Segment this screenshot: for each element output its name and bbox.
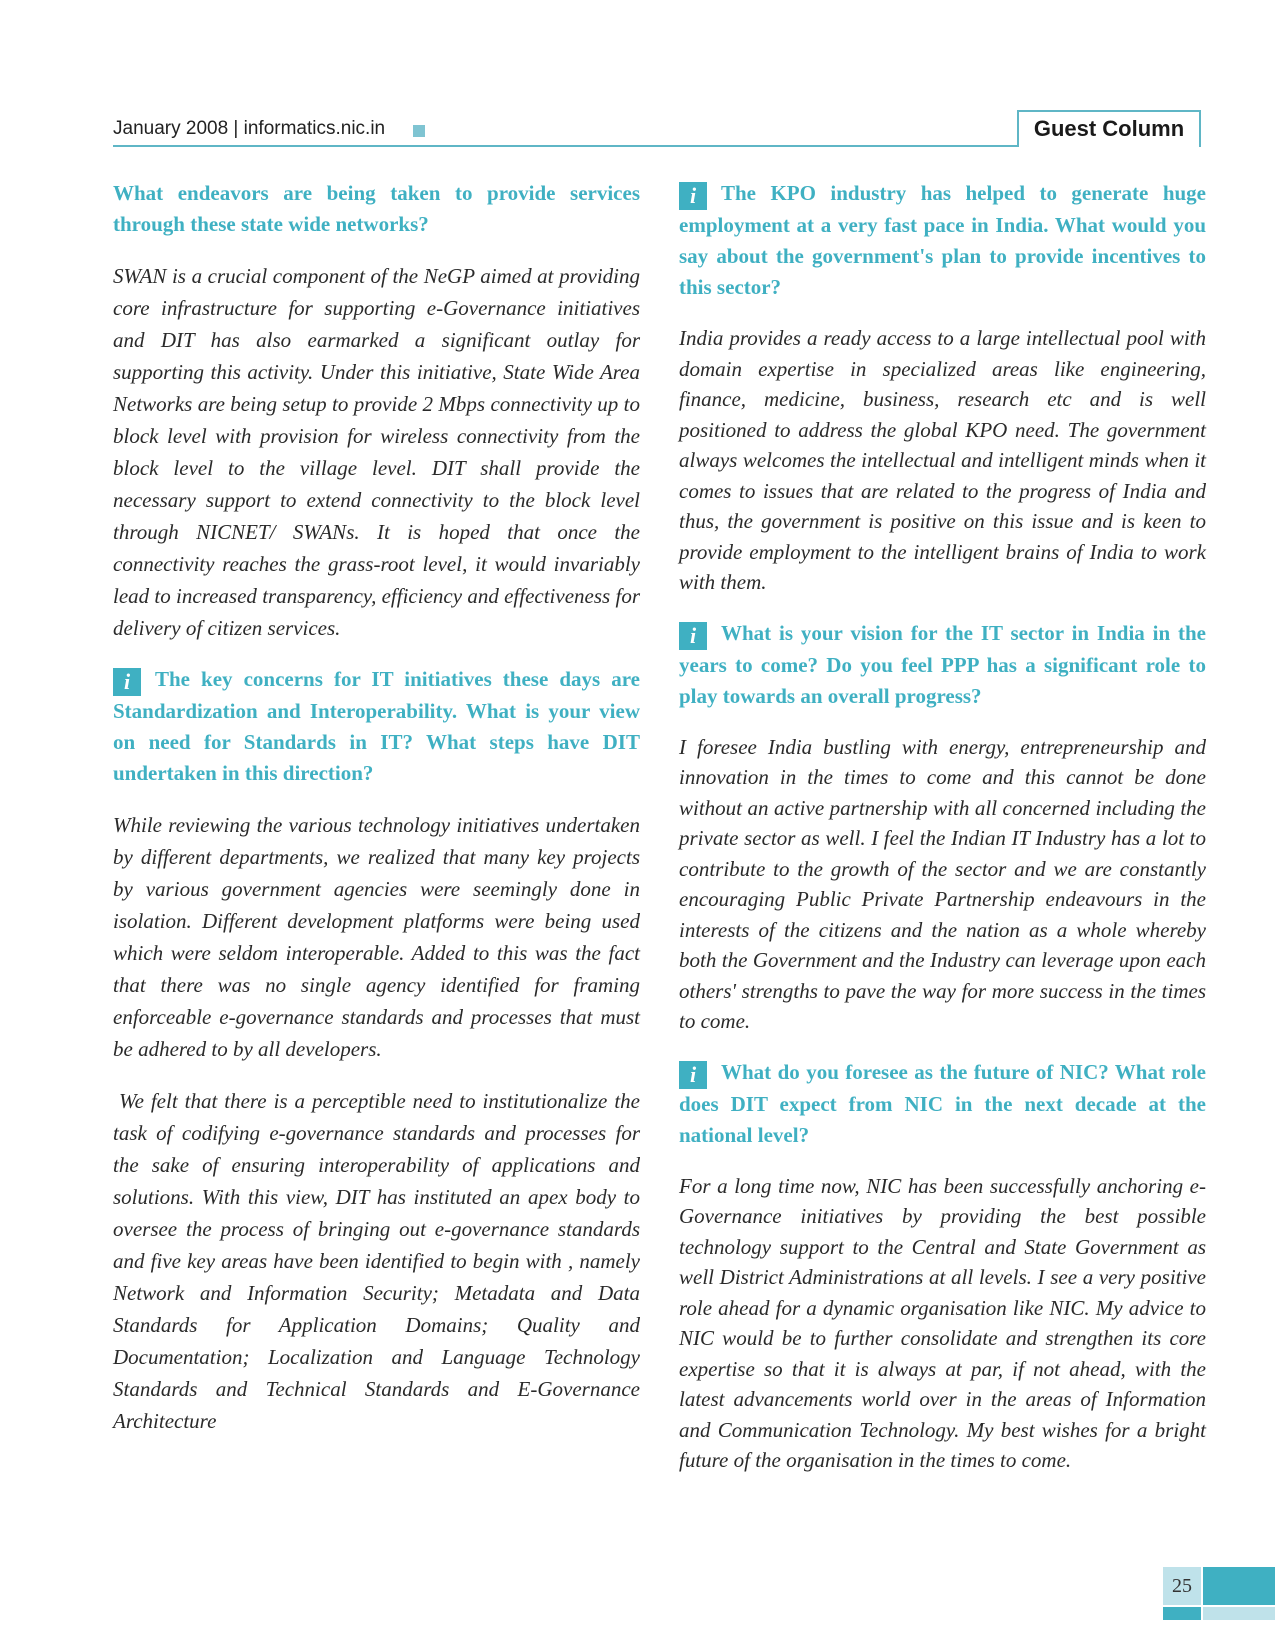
answer-nic-future: For a long time now, NIC has been successfully anchoring e-Governance initiatives by providing the best possible technology support to the Central and State Government as well District Administrations at all levels. I see a very positive role ahead for a dynamic organisation like NIC. My advice to NIC would be to further consolidate and strengthen its core expertise so that it is always at par, if not ahead, with the latest advancements world over in the areas of Information and Communication Technology. My best wishes for a bright future of the organisation in the times to come. [679, 1173, 1206, 1472]
answer-kpo: India provides a ready access to a large intellectual pool with domain expertise in specialized areas like engineering, finance, medicine, business, research etc and is well positioned to address the global KPO need. The government always welcomes the intellectual and intelligent minds when it comes to issues that are related to the progress of India and thus, the government is positive on this issue and is keen to provide employment to the intelligent brains of India to work with them. [679, 326, 1206, 594]
page-header [113, 110, 1201, 146]
page-number: 25 [1163, 1567, 1201, 1605]
question-text: What do you foresee as the future of NIC? What role does DIT expect from NIC in the next decade at the national level? [679, 1059, 1206, 1147]
answer-vision: I foresee India bustling with energy, entrepreneurship and innovation in the times to come and this cannot be done without an active partnership with all concerned including the private sector as well. I feel the Indian IT Industry has a lot to contribute to the growth of the sector and we are constantly encouraging Public Private Partnership endeavours in the interests of the citizens and the nation as a whole whereby both the Government and the Industry can leverage upon each others' strengths to pave the way for more success in the times to come. [679, 734, 1206, 1033]
answer-swan: SWAN is a crucial component of the NeGP aimed at providing core infrastructure for supporting e-Governance initiatives and DIT has also earmarked a significant outlay for supporting this activity. Under this initiative, State Wide Area Networks are being setup to provide 2 Mbps connectivity up to block level with provision for wireless connectivity from the block level to the village level. DIT shall provide the necessary support to extend connectivity to the block level through NICNET/ SWANs. It is hoped that once the connectivity reaches the grass-root level, it would invariably lead to increased transparency, efficiency and effectiveness for delivery of citizen services. [113, 264, 640, 640]
question-nic-future [679, 1057, 1206, 1151]
header-square-marker [413, 125, 425, 137]
question-vision [679, 618, 1206, 712]
question-text: What is your vision for the IT sector in India in the years to come? Do you feel PPP has a significant role to play towards an overall progress? [679, 620, 1206, 708]
info-icon: i [679, 182, 707, 210]
footer-accent-bar [1203, 1567, 1275, 1605]
answer-standards-2: We felt that there is a perceptible need to institutionalize the task of codifying e-governance standards and processes for the sake of ensuring interoperability of applications and solutions. With this view, DIT has instituted an apex body to oversee the process of bringing out e-governance standards and five key areas have been identified to begin with , namely Network and Information Security; Metadata and Data Standards for Application Domains; Quality and Documentation; Localization and Language Technology Standards and Technical Standards and E-Governance Architecture [113, 1089, 640, 1433]
footer-light-block [1203, 1607, 1275, 1620]
section-label: Guest Column [1017, 110, 1201, 147]
answer-standards-1: While reviewing the various technology initiatives undertaken by different departments, we realized that many key projects by various government agencies were seemingly done in isolation. Different development platforms were being used which were seldom interoperable. Added to this was the fact that there was no single agency identified for framing enforceable e-governance standards and processes that must be adhered to by all developers. [113, 813, 640, 1061]
question-standards [113, 664, 640, 789]
right-column [679, 178, 1206, 1496]
issue-date-website: January 2008 | informatics.nic.in [113, 118, 386, 139]
question-kpo [679, 178, 1206, 303]
question-swan [113, 178, 640, 240]
question-text: What endeavors are being taken to provide services through these state wide networks? [113, 181, 640, 236]
footer-accent-block [1163, 1607, 1201, 1620]
info-icon: i [679, 622, 707, 650]
info-icon: i [679, 1061, 707, 1089]
question-text: The KPO industry has helped to generate huge employment at a very fast pace in India. What would you say about the government's plan to provide incentives to this sector? [679, 181, 1206, 299]
info-icon: i [113, 668, 141, 696]
question-text: The key concerns for IT initiatives these days are Standardization and Interoperability. What is your view on need for Standards in IT? What steps have DIT undertaken in this direction? [113, 667, 640, 785]
left-column [113, 178, 640, 1457]
